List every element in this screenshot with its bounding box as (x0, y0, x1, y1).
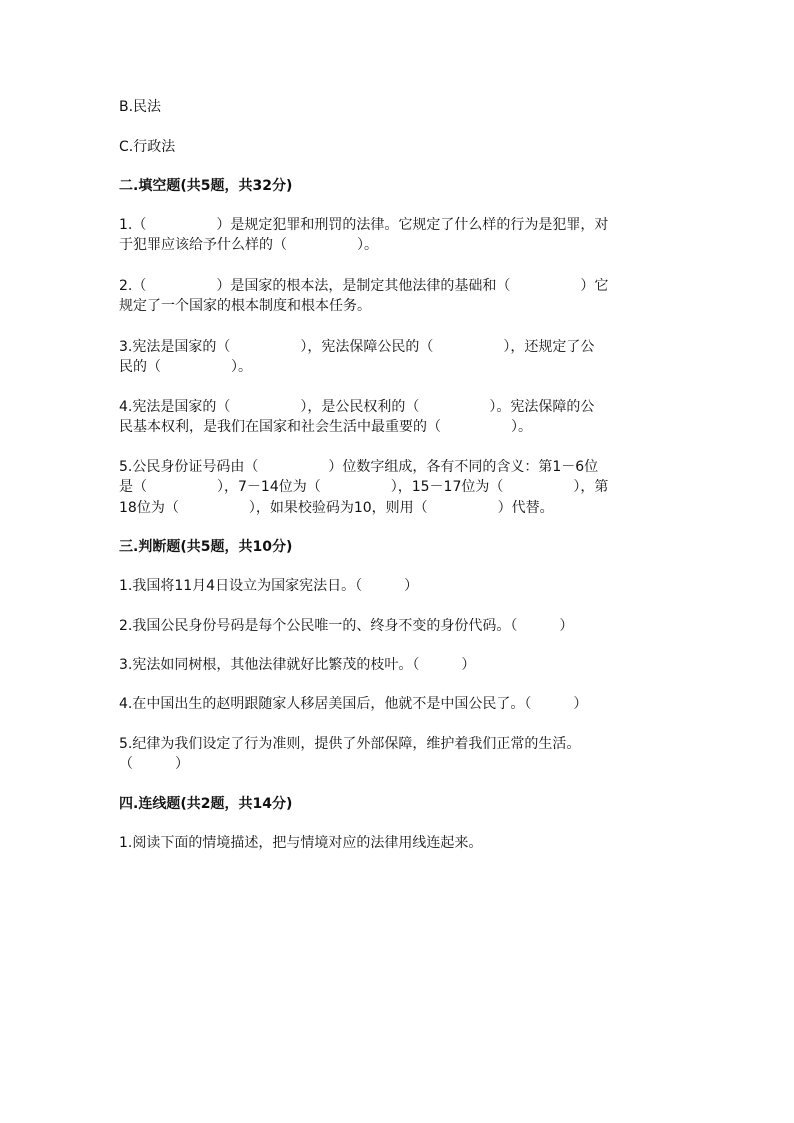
tf-q3: 3.宪法如同树根，其他法律就好比繁茂的枝叶。（ ） (119, 657, 476, 673)
fill-q3-line2: 民的（ ）。 (119, 359, 252, 375)
tf-q1: 1.我国将11月4日设立为国家宪法日。（ ） (119, 578, 419, 594)
tf-q5-line1: 5.纪律为我们设定了行为准则，提供了外部保障，维护着我们正常的生活。 (119, 736, 581, 752)
fill-q5-line3: 18位为（ ），如果校验码为10，则用（ ）代替。 (119, 500, 554, 516)
fill-q2-line1: 2.（ ）是国家的根本法，是制定其他法律的基础和（ ）它 (119, 278, 609, 294)
fill-q2-line2: 规定了一个国家的根本制度和根本任务。 (119, 298, 371, 314)
section-heading-fill-blank: 二.填空题(共5题，共32分) (119, 178, 293, 194)
fill-q1-line1: 1.（ ）是规定犯罪和刑罚的法律。它规定了什么样的行为是犯罪，对 (119, 217, 609, 233)
fill-q4-line1: 4.宪法是国家的（ ），是公民权利的（ ）。宪法保障的公 (119, 399, 595, 415)
tf-q2: 2.我国公民身份号码是每个公民唯一的、终身不变的身份代码。（ ） (119, 618, 574, 634)
section-heading-true-false: 三.判断题(共5题，共10分) (119, 539, 293, 555)
fill-q3-line1: 3.宪法是国家的（ ），宪法保障公民的（ ），还规定了公 (119, 339, 595, 355)
tf-q5-line2: （ ） (119, 756, 189, 772)
fill-q4-line2: 民基本权利，是我们在国家和社会生活中最重要的（ ）。 (119, 419, 532, 435)
fill-q5-line2: 是（ ），7－14位为（ ），15－17位为（ ），第 (119, 479, 609, 495)
section-heading-matching: 四.连线题(共2题，共14分) (119, 796, 293, 812)
option-c: C.行政法 (119, 139, 176, 155)
option-b: B.民法 (119, 99, 162, 115)
tf-q4: 4.在中国出生的赵明跟随家人移居美国后，他就不是中国公民了。（ ） (119, 696, 588, 712)
fill-q1-line2: 于犯罪应该给予什么样的（ ）。 (119, 237, 378, 253)
match-q1: 1.阅读下面的情境描述，把与情境对应的法律用线连起来。 (119, 835, 483, 851)
fill-q5-line1: 5.公民身份证号码由（ ）位数字组成，各有不同的含义：第1－6位 (119, 459, 599, 475)
